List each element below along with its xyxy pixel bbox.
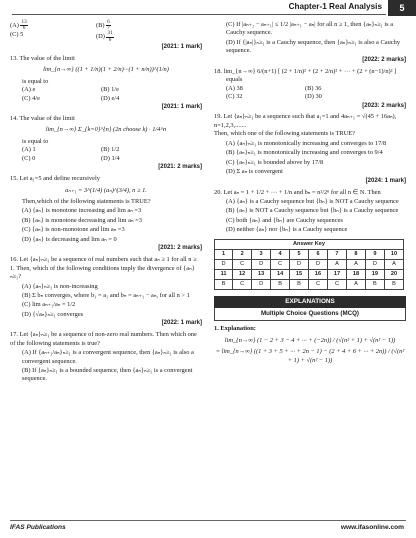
q20-option-b: (B) {aₙ} is NOT a Cauchy sequence but {bₙ} is a Cauchy sequence bbox=[226, 207, 399, 215]
q17-option-a: (A) If {aₙ₊₁/aₙ}ₙ≥₁ is a convergent sequence, then {aₙ}ₙ≥₁ is also a convergent sequence. bbox=[22, 349, 194, 365]
q16-option-d: (D) {√aₙ}ₙ≥₁ converges bbox=[22, 310, 84, 318]
q15-expression: aₙ₊₁ = 3^(1/4) (aₙ)^(3/4), n ≥ 1. bbox=[65, 186, 147, 194]
q18-options-row-1 bbox=[214, 85, 406, 93]
q12-option-a: (A) $\frac{13}{6}$ bbox=[10, 19, 27, 32]
answer-key-title: Answer Key bbox=[215, 239, 404, 249]
q15-option-a: (A) {aₙ} is monotone increasing and lim aₙ =3 bbox=[22, 207, 142, 215]
q14-options-row-1 bbox=[10, 146, 202, 154]
header-rule bbox=[12, 14, 386, 15]
q16-stem: 16. Let {aₙ}ₙ≥₁ be a sequence of real numbers such that aₙ ≥ 1 for all n ≥ 1. Then, which of the following conditions imply the divergence of {aₙ}ₙ≥₁? bbox=[10, 256, 197, 281]
q16-option-b: (B) Σ bₙ converges, where b₁ = a₁ and bₙ = aₙ₊₁ − aₙ, for all n > 1 bbox=[22, 291, 190, 299]
q19-stem: 19. Let {aₙ}ₙ≥₁ be a sequence such that a₁=1 and 4aₙ₊₁ = √(45 + 16aₙ), n=1,2,3,....... bbox=[214, 113, 397, 129]
q15-option-c: (C) {aₙ} is non-monotone and lim aₙ =3 bbox=[22, 226, 125, 234]
q19-option-a: (A) {aₙ}ₙ≥₁ is monotonically increasing and converges to 17/8 bbox=[226, 139, 387, 147]
q14-options-row-2 bbox=[10, 155, 202, 163]
q15-then: Then,which of the following statements is TRUE? bbox=[22, 197, 151, 205]
q13-is-equal: is equal to bbox=[22, 77, 49, 85]
footer-rule bbox=[10, 520, 406, 521]
q13-marks: [2021: 1 mark] bbox=[161, 103, 202, 110]
q13-options-row-2 bbox=[10, 95, 202, 103]
q20-option-c: (C) both {aₙ} and {bₙ} are Cauchy sequences bbox=[226, 216, 343, 224]
q14-marks: [2021: 2 marks] bbox=[158, 164, 202, 171]
q14-expression: lim_{n→∞} Σ_{k=0}^{n} (2n choose k) · 1/4^n bbox=[45, 126, 167, 134]
left-column bbox=[10, 20, 202, 385]
q12-options-row-2 bbox=[10, 31, 202, 42]
q15-option-b: (B) {aₙ} is monotone decreasing and lim aₙ =3 bbox=[22, 216, 142, 224]
q20-option-d: (D) neither {aₙ} nor {bₙ} is a Cauchy sequence bbox=[226, 226, 348, 234]
q17-stem: 17. Let {aₙ}ₙ≥₁ be a sequence of non-zero real numbers. Then which one of the following statements is true? bbox=[10, 331, 197, 347]
publisher-name: IFAS Publications bbox=[10, 524, 66, 531]
answer-key-row: 1 2 3 4 5 6 7 8 9 10 bbox=[215, 249, 404, 259]
q18-option-a: (A) 38 bbox=[226, 84, 243, 92]
q16-option-a: (A) {aₙ}ₙ≥₁ is non-increasing bbox=[22, 282, 98, 290]
q19-option-c: (C) {aₙ}ₙ≥₁ is bounded above by 17/8 bbox=[226, 158, 324, 166]
answer-key-table bbox=[214, 239, 404, 290]
answer-key-row: D C D C D D A A D A bbox=[215, 259, 404, 269]
q13-expression: lim_{n→∞} ((1 + 1/n)(1 + 2/n)···(1 + n/n))^(1/n) bbox=[43, 66, 169, 74]
q12-option-b: (B) $\frac{6}{7}$ bbox=[96, 19, 110, 32]
explanation-1-line-1: lim_{n→∞} (1 − 2 + 3 − 4 + ··· + (−2n)) / (√(n² + 1) + √(n² − 1)) bbox=[224, 336, 396, 344]
q18-options-row-2 bbox=[214, 93, 406, 101]
chapter-title: Chapter-1 Real Analysis bbox=[288, 2, 382, 11]
q18-option-d: (D) 30 bbox=[305, 93, 322, 101]
q14-stem: 14. The value of the limit bbox=[10, 114, 75, 122]
page-number: 5 bbox=[388, 0, 416, 16]
q18-option-b: (B) 36 bbox=[305, 84, 322, 92]
q19-then: Then, which one of the following statements is TRUE? bbox=[214, 130, 355, 138]
publisher-website: www.ifasonline.com bbox=[340, 524, 404, 531]
q20-stem: 20. Let aₙ = 1 + 1/2 + ··· + 1/n and bₙ = n²/2ⁿ for all n ∈ N. Then bbox=[214, 188, 381, 196]
q20-option-a: (A) {aₙ} is a Cauchy sequence but {bₙ} is NOT a Cauchy sequence bbox=[226, 197, 399, 205]
page-header bbox=[0, 0, 416, 16]
q19-option-b: (B) {aₙ}ₙ≥₁ is monotonically increasing and converges to 9/4 bbox=[226, 149, 383, 157]
q13-option-d: (D) e/4 bbox=[101, 94, 120, 102]
explanation-1-label: 1. Explanation: bbox=[214, 325, 256, 333]
explanations-banner: EXPLANATIONS bbox=[214, 296, 406, 308]
answer-key-row: 11 12 13 14 15 16 17 18 19 20 bbox=[215, 269, 404, 279]
q12-marks: [2021: 1 mark] bbox=[161, 43, 202, 50]
q19-marks: [2024: 1 mark] bbox=[365, 177, 406, 184]
q12-options-row-1 bbox=[10, 20, 202, 31]
q18-marks: [2023: 2 marks] bbox=[362, 102, 406, 109]
q14-option-d: (D) 1/4 bbox=[101, 154, 120, 162]
q12-option-d: (D) $\frac{31}{6}$ bbox=[96, 30, 113, 43]
q17-option-c: (C) If |aₙ₊₂ − aₙ₊₁| ≤ 1/2 |aₙ₊₁ − aₙ| for all n ≥ 1, then {aₙ}ₙ≥₁ is a Cauchy sequence. bbox=[226, 21, 394, 37]
q13-option-c: (C) 4/e bbox=[22, 94, 40, 102]
q17-option-d: (D) If {|aₙ|}ₙ≥₁ is a Cauchy sequence, then {aₙ}ₙ≥₁ is also a Cauchy sequence. bbox=[226, 38, 401, 55]
q15-marks: [2021: 2 marks] bbox=[158, 245, 202, 252]
q16-option-c: (C) lim aₙ₊₁/aₙ = 1/2 bbox=[22, 301, 76, 309]
q15-option-d: (D) {aₙ} is decreasing and lim aₙ = 0 bbox=[22, 235, 117, 243]
q12-option-c: (C) 5 bbox=[10, 31, 24, 39]
explanation-1-line-2: = lim_{n→∞} ((1 + 3 + 5 + ··· + 2n − 1) − (2 + 4 + 6 + ··· + 2n)) / (√(n² + 1) + √(n² − 1)) bbox=[215, 348, 405, 364]
q13-stem: 13. The value of the limit bbox=[10, 54, 75, 62]
q18-equals: equals bbox=[226, 76, 243, 84]
q18-option-c: (C) 32 bbox=[226, 93, 243, 101]
q15-stem: 15. Let a₁=5 and define recursively bbox=[10, 175, 100, 183]
q16-marks: [2022: 1 mark] bbox=[161, 320, 202, 327]
q13-option-b: (B) 1/e bbox=[101, 86, 119, 94]
q18-stem: 18. lim_{n→∞} 6/(n+1) [ (2 + 1/n)² + (2 + 2/n)² + ··· + (2 + (n−1)/n)² ] bbox=[214, 67, 397, 75]
q17-marks: [2022: 2 marks] bbox=[362, 56, 406, 63]
q19-option-d: (D) Σ aₙ is convergent bbox=[226, 168, 283, 176]
q14-option-c: (C) 0 bbox=[22, 154, 36, 162]
q13-option-a: (A) e bbox=[22, 86, 36, 94]
answer-key-row: B C D B B C C A B B bbox=[215, 279, 404, 289]
q14-option-a: (A) 1 bbox=[22, 146, 36, 154]
mcq-section-title: Multiple Choice Questions (MCQ) bbox=[214, 308, 406, 321]
right-column bbox=[214, 20, 406, 368]
q14-is-equal: is equal to bbox=[22, 137, 49, 145]
q17-option-b: (B) If {aₙ}ₙ≥₁ is a bounded sequence, then {aₙ}ₙ≥₁ is a convergent sequence. bbox=[22, 367, 193, 383]
q14-option-b: (B) 1/2 bbox=[101, 146, 120, 154]
q13-options-row-1 bbox=[10, 86, 202, 94]
